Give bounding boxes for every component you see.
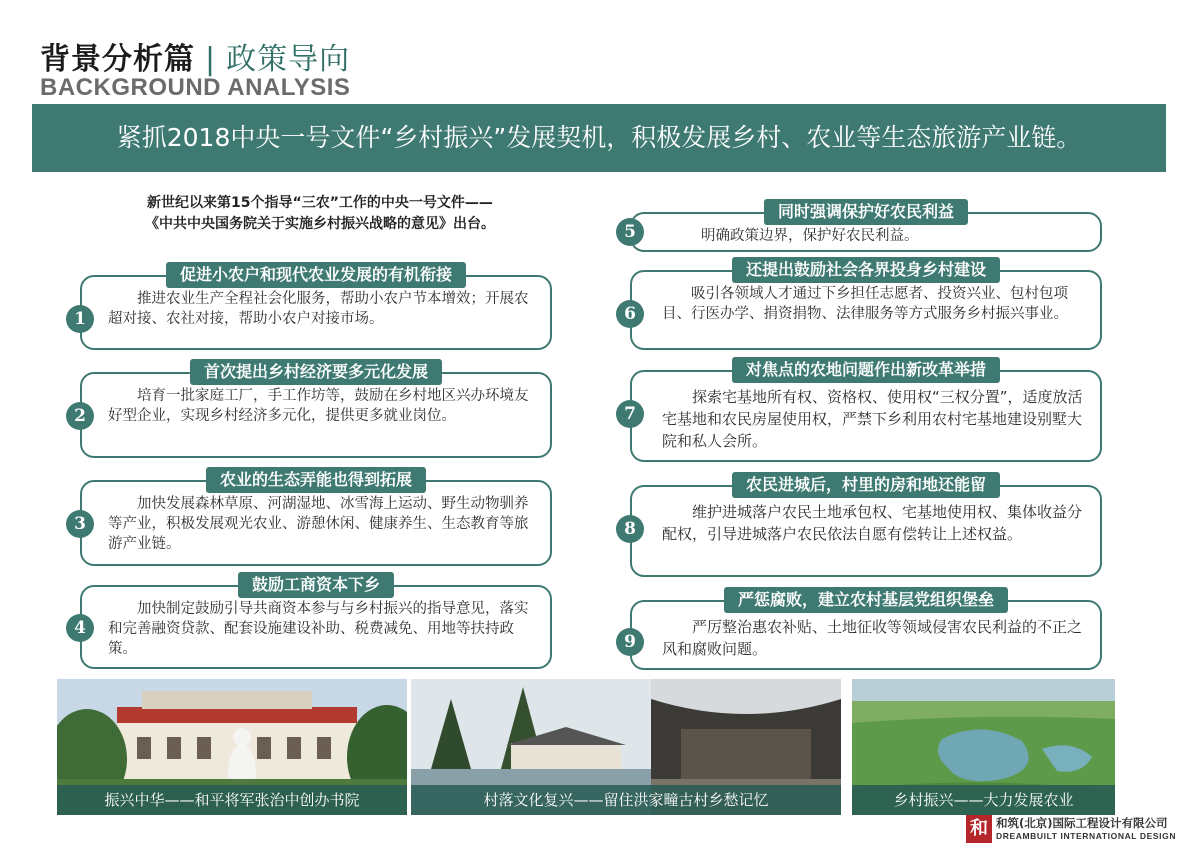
policy-card-text: 推进农业生产全程社会化服务，帮助小农户节本增效；开展农超对接、农社对接，帮助小农户对接市场。 [108,291,529,327]
photo-village [411,679,841,815]
policy-card-6 [630,260,1102,350]
logo-english-name: DREAMBUILT INTERNATIONAL DESIGN [996,831,1177,841]
policy-card-title: 同时强调保护好农民利益 [764,199,968,225]
policy-card-9 [630,590,1102,670]
number-badge-9: 9 [616,628,644,656]
policy-card-8 [630,475,1102,577]
policy-card-2 [80,362,552,458]
policy-card-title: 首次提出乡村经济要多元化发展 [190,359,442,385]
photo-academy [57,679,407,815]
policy-card-1 [80,265,552,350]
photo-caption: 乡村振兴——大力发展农业 [852,785,1115,815]
policy-card-text: 培育一批家庭工厂，手工作坊等，鼓励在乡村地区兴办环境友好型企业，实现乡村经济多元化，提供更多就业岗位。 [108,388,529,424]
title-subtitle: 政策导向 [226,42,351,77]
policy-card-4 [80,575,552,669]
policy-card-text: 加快发展森林草原、河湖湿地、冰雪海上运动、野生动物驯养等产业，积极发展观光农业、游憩休闲、健康养生、生态教育等旅游产业链。 [108,496,529,552]
photo-caption: 村落文化复兴——留住洪家疃古村乡愁记忆 [411,785,841,815]
number-badge-6: 6 [616,300,644,328]
intro-line-2: 《中共中央国务院关于实施乡村振兴战略的意见》出台。 [145,216,495,232]
policy-card-title: 严惩腐败，建立农村基层党组织堡垒 [724,587,1008,613]
english-title: BACKGROUND ANALYSIS [40,74,351,101]
logo-mark: 和 [966,815,992,843]
page-title [40,34,350,78]
policy-card-title: 促进小农户和现代农业发展的有机衔接 [166,262,466,288]
logo-company-name: 和筑(北京)国际工程设计有限公司 [996,816,1168,830]
title-main: 背景分析篇 [40,42,195,77]
number-badge-1: 1 [66,305,94,333]
policy-card-5 [630,202,1102,252]
policy-card-title: 还提出鼓励社会各界投身乡村建设 [732,257,1000,283]
policy-card-title: 农业的生态弄能也得到拓展 [206,467,426,493]
number-badge-2: 2 [66,402,94,430]
policy-card-3 [80,470,552,566]
policy-card-text: 严厉整治惠农补贴、土地征收等领域侵害农民利益的不正之风和腐败问题。 [662,618,1083,658]
policy-card-text: 明确政策边界，保护好农民利益。 [701,228,919,244]
intro-line-1: 新世纪以来第15个指导“三农”工作的中央一号文件—— [147,195,493,211]
policy-card-text: 吸引各领域人才通过下乡担任志愿者、投资兴业、包村包项目、行医办学、捐资捐物、法律服务等方式服务乡村振兴事业。 [662,286,1068,322]
company-logo [966,815,1192,845]
policy-card-text: 加快制定鼓励引导共商资本参与与乡村振兴的指导意见，落实和完善融资贷款、配套设施建设补助、税费减免、用地等扶持政策。 [108,601,529,657]
number-badge-5: 5 [616,218,644,246]
policy-card-text: 维护进城落户农民土地承包权、宅基地使用权、集体收益分配权，引导进城落户农民依法自愿有偿转让上述权益。 [662,503,1083,543]
policy-card-title: 对焦点的农地问题作出新改革举措 [732,357,1000,383]
photo-farmland [852,679,1115,815]
policy-card-title: 农民进城后，村里的房和地还能留 [732,472,1000,498]
number-badge-8: 8 [616,515,644,543]
headline-banner: 紧抓2018中央一号文件“乡村振兴”发展契机，积极发展乡村、农业等生态旅游产业链。 [32,104,1166,172]
policy-card-text: 探索宅基地所有权、资格权、使用权“三权分置”，适度放活宅基地和农民房屋使用权，严禁下乡利用农村宅基地建设别墅大院和私人会所。 [662,388,1083,450]
title-separator: | [205,42,217,77]
policy-card-7 [630,360,1102,462]
number-badge-7: 7 [616,400,644,428]
policy-card-title: 鼓励工商资本下乡 [238,572,394,598]
number-badge-3: 3 [66,510,94,538]
photo-caption: 振兴中华——和平将军张治中创办书院 [57,785,407,815]
number-badge-4: 4 [66,614,94,642]
intro-text [60,193,580,235]
